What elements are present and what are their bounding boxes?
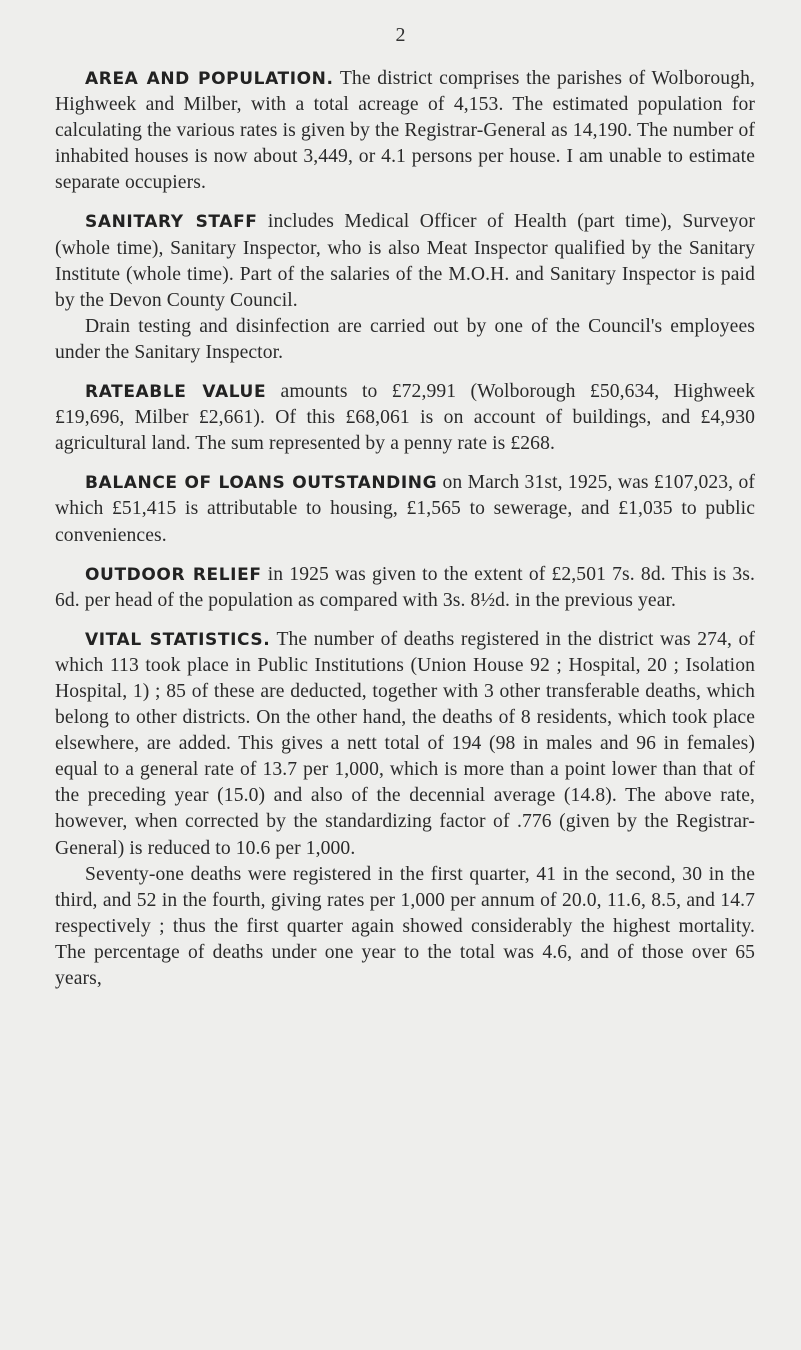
section-text: The district comprises the parishes of Wolborough, Highweek and Milber, with a total acreage of 4,153. The estimated population for calculating the various rates is given by the Registrar-General as 14,190. The number of inhabited houses is now about 3,449, or 4.1 persons per house. I am unable to estimate separate occupiers. [55, 68, 755, 194]
document-body [55, 66, 755, 1005]
section-heading: VITAL STATISTICS. [85, 629, 271, 650]
section-heading: AREA AND POPULATION. [85, 69, 334, 89]
section-heading: RATEABLE VALUE [85, 382, 267, 403]
section-text: includes Medical Officer of Health (part time), Surveyor (whole time), Sanitary Inspector, who is also Meat Inspector qualified by the Sanitary Institute (whole time). Part of the salaries of the M.O.H. and Sanitary Inspector is paid by the Devon County Council. [55, 211, 756, 311]
section-heading: BALANCE OF LOANS OUTSTANDING [85, 473, 438, 494]
section-vital-statistics [55, 627, 755, 862]
section-text: The number of deaths registered in the district was 274, of which 113 took place in Public Institutions (Union House 92 ; Hospital, 20 ; Isolation Hospital, 1) ; 85 of these are deducted, together with 3 other transferable deaths, which belong to other districts. On the other hand, the deaths of 8 residents, which took place elsewhere, are added. This gives a nett total of 194 (98 in males and 96 in females) equal to a general rate of 13.7 per 1,000, which is more than a point lower than that of the preceding year (15.0) and also of the decennial average (14.8). The above rate, however, when corrected by the standardizing factor of .776 (given by the Registrar-General) is reduced to 10.6 per 1,000. [55, 628, 755, 859]
section-balance-of-loans [55, 470, 755, 548]
section-heading: SANITARY STAFF [85, 212, 258, 233]
section-rateable-value [55, 379, 755, 457]
section-sanitary-staff [55, 209, 755, 313]
section-area-population [55, 66, 755, 196]
section-text: in 1925 was given to the extent of £2,501 7s. 8d. This is 3s. 6d. per head of the population as compared with 3s. 8½d. in the previous year. [55, 563, 755, 611]
section-text: amounts to £72,991 (Wolborough £50,634, Highweek £19,696, Milber £2,661). Of this £68,061 is on account of buildings, and £4,930 agricultural land. The sum represented by a penny rate is £268. [55, 381, 755, 455]
page-number: 2 [395, 24, 406, 46]
section-text: on March 31st, 1925, was £107,023, of which £51,415 is attributable to housing, £1,565 to sewerage, and £1,035 to public conveniences. [55, 472, 756, 546]
section-vital-statistics-continued: Seventy-one deaths were registered in the first quarter, 41 in the second, 30 in the third, and 52 in the fourth, giving rates per 1,000 per annum of 20.0, 11.6, 8.5, and 14.7 respectively ; thus the first quarter again showed considerably the highest mortality. The percentage of deaths under one year to the total was 4.6, and of those over 65 years, [55, 863, 755, 989]
section-heading: OUTDOOR RELIEF [85, 564, 262, 585]
section-sanitary-staff-continued: Drain testing and disinfection are carried out by one of the Council's employees under the Sanitary Inspector. [55, 315, 755, 363]
section-outdoor-relief [55, 562, 755, 614]
